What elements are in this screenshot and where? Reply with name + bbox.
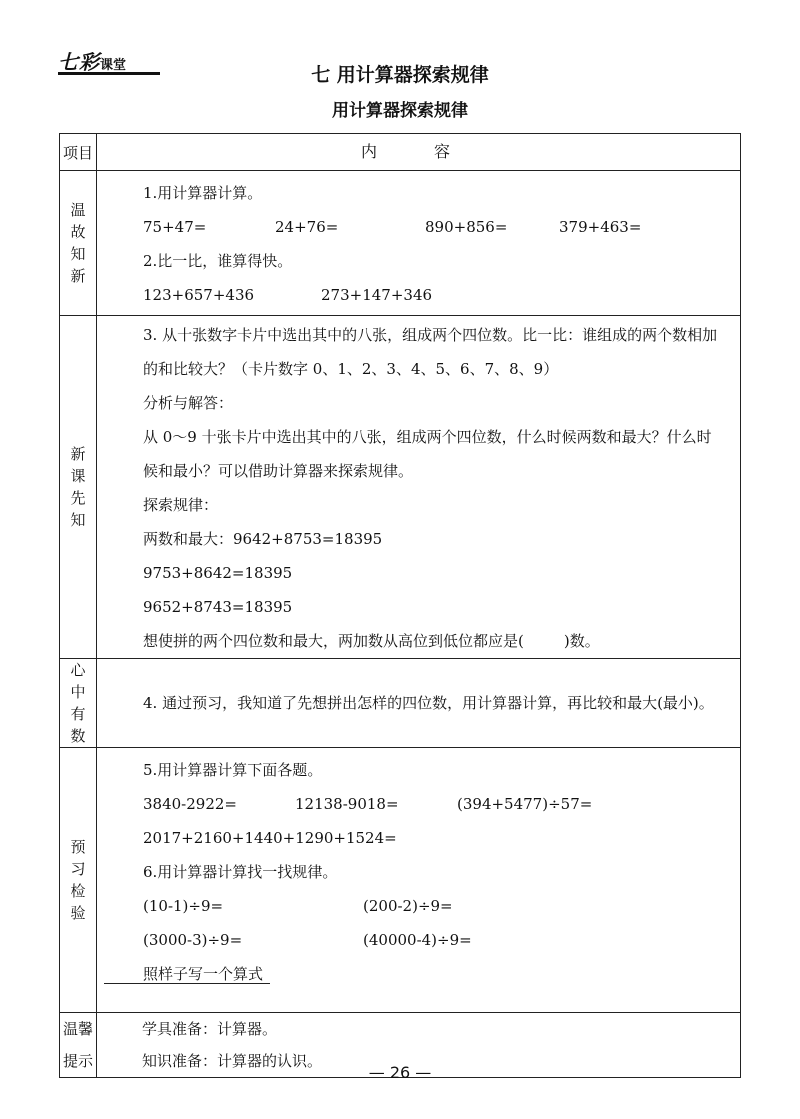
question-1: 1.用计算器计算。 bbox=[143, 184, 263, 202]
new-category-cell bbox=[60, 316, 97, 659]
q2-expr: 123+657+436 bbox=[143, 286, 255, 304]
q5-expr: 3840-2922= bbox=[143, 795, 237, 813]
q6-expr: (200-2)÷9= bbox=[363, 897, 453, 915]
write-answer-line[interactable] bbox=[104, 983, 270, 984]
example-2: 9753+8642=18395 bbox=[143, 564, 293, 582]
example-3: 9652+8743=18395 bbox=[143, 598, 293, 616]
q2-expressions bbox=[143, 278, 732, 312]
header-content-cell bbox=[97, 134, 741, 171]
review-content-cell bbox=[97, 171, 741, 316]
example-1: 两数和最大：9642+8753=18395 bbox=[143, 530, 383, 548]
preview-row bbox=[60, 748, 741, 1013]
review-category-label: 温故知新 bbox=[70, 201, 86, 285]
new-content-cell bbox=[97, 316, 741, 659]
q2-expr: 273+147+346 bbox=[321, 286, 433, 304]
mind-category-label: 心中有数 bbox=[70, 661, 86, 745]
q5-expression-4: 2017+2160+1440+1290+1524= bbox=[143, 829, 397, 847]
tip-knowledge: 知识准备：计算器的认识。 bbox=[142, 1052, 323, 1070]
tip-tools: 学具准备：计算器。 bbox=[142, 1020, 278, 1038]
q6-expr: (40000-4)÷9= bbox=[363, 931, 472, 949]
q6-expr: (10-1)÷9= bbox=[143, 897, 224, 915]
new-category-label: 新课先知 bbox=[70, 445, 86, 529]
new-lesson-row bbox=[60, 316, 741, 659]
explore-heading: 探索规律： bbox=[143, 496, 219, 514]
question-2: 2.比一比，谁算得快。 bbox=[143, 252, 293, 270]
q6-row-2 bbox=[143, 923, 732, 957]
analysis-line-2: 候和最小？可以借助计算器来探索规律。 bbox=[143, 462, 414, 480]
chapter-title: 七 用计算器探索规律 bbox=[311, 64, 489, 86]
q1-expr: 75+47= bbox=[143, 218, 207, 236]
preview-content-cell bbox=[97, 748, 741, 1013]
q5-expr: 12138-9018= bbox=[295, 795, 399, 813]
conclusion-line bbox=[143, 624, 732, 658]
question-3-line-2: 的和比较大？（卡片数字 0、1、2、3、4、5、6、7、8、9） bbox=[143, 360, 559, 378]
preview-category-label: 预习检验 bbox=[70, 838, 86, 922]
question-4: 4. 通过预习，我知道了先想拼出怎样的四位数，用计算器计算，再比较和最大(最小)。 bbox=[143, 694, 714, 712]
q1-expressions bbox=[143, 210, 732, 244]
q5-expr: (394+5477)÷57= bbox=[457, 795, 593, 813]
question-6: 6.用计算器计算找一找规律。 bbox=[143, 863, 338, 881]
header-content-label: 内 容 bbox=[360, 142, 477, 161]
review-category-cell bbox=[60, 171, 97, 316]
preview-category-cell bbox=[60, 748, 97, 1013]
q1-expr: 890+856= bbox=[425, 218, 508, 236]
q5-expressions bbox=[143, 787, 732, 821]
review-row bbox=[60, 171, 741, 316]
conclusion-pre: 想使拼的两个四位数和最大，两加数从高位到低位都应是( bbox=[143, 632, 524, 650]
question-3-line-1: 3. 从十张数字卡片中选出其中的八张，组成两个四位数。比一比：谁组成的两个数相加 bbox=[143, 326, 718, 344]
logo-main-text: 七彩 bbox=[58, 50, 100, 74]
worksheet-table bbox=[59, 133, 741, 1078]
header-item-cell bbox=[60, 134, 97, 171]
q1-expr: 24+76= bbox=[275, 218, 339, 236]
q6-expr: (3000-3)÷9= bbox=[143, 931, 243, 949]
tips-category-line: 温馨 bbox=[62, 1020, 93, 1038]
q6-task: 照样子写一个算式 bbox=[143, 965, 264, 983]
lesson-subtitle: 用计算器探索规律 bbox=[332, 101, 468, 121]
mind-category-cell bbox=[60, 659, 97, 748]
question-5: 5.用计算器计算下面各题。 bbox=[143, 761, 323, 779]
analysis-line-1: 从 0～9 十张卡片中选出其中的八张，组成两个四位数，什么时候两数和最大？什么时 bbox=[143, 428, 712, 446]
mind-content-cell bbox=[97, 659, 741, 748]
header-item-label: 项目 bbox=[62, 143, 93, 162]
page-number: — 26 — bbox=[368, 1063, 432, 1082]
analysis-heading: 分析与解答： bbox=[143, 394, 234, 412]
q6-row-1 bbox=[143, 889, 732, 923]
header-row bbox=[60, 134, 741, 171]
q1-expr: 379+463= bbox=[559, 218, 642, 236]
conclusion-post: )数。 bbox=[563, 632, 600, 650]
tips-category-line: 提示 bbox=[62, 1052, 93, 1070]
logo-sub-text: 课堂 bbox=[100, 58, 127, 73]
mind-row bbox=[60, 659, 741, 748]
